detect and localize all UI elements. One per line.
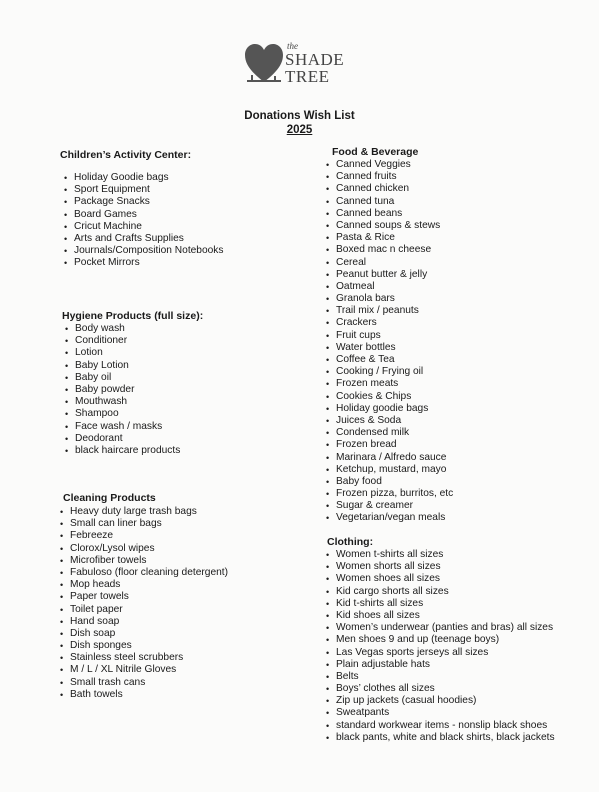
list-item: • Oatmeal (325, 281, 453, 293)
list-item: • Bath towels (59, 689, 228, 701)
list-item: • Frozen meats (325, 378, 453, 390)
list-item: • Shampoo (64, 408, 180, 420)
list-item: • Pasta & Rice (325, 232, 453, 244)
list-item: • Canned tuna (325, 196, 453, 208)
list-item: • Condensed milk (325, 427, 453, 439)
list-item: • Conditioner (64, 335, 180, 347)
list-item: • Kid cargo shorts all sizes (325, 586, 555, 598)
list-item: • Plain adjustable hats (325, 659, 555, 671)
list-item: • Frozen bread (325, 439, 453, 451)
page-title: Donations Wish List (244, 110, 355, 122)
list-item: • Heavy duty large trash bags (59, 506, 228, 518)
list-item: • Deodorant (64, 433, 180, 445)
list-item: • Arts and Crafts Supplies (63, 233, 224, 245)
tree-icon (243, 42, 285, 88)
list-item: • Hand soap (59, 616, 228, 628)
list-item: • standard workwear items - nonslip black shoes (325, 720, 555, 732)
food-heading: Food & Beverage (332, 146, 419, 158)
logo-shade: SHADE (285, 50, 345, 69)
list-item: • Fabuloso (floor cleaning detergent) (59, 567, 228, 579)
cleaning-list (59, 506, 228, 701)
list-item: • Canned chicken (325, 183, 453, 195)
list-item: • Water bottles (325, 342, 453, 354)
list-item: • Cooking / Frying oil (325, 366, 453, 378)
list-item: • Women shorts all sizes (325, 561, 555, 573)
list-item: • Vegetarian/vegan meals (325, 512, 453, 524)
list-item: • Toilet paper (59, 604, 228, 616)
list-item: • Small can liner bags (59, 518, 228, 530)
list-item: • Canned fruits (325, 171, 453, 183)
list-item: • Body wash (64, 323, 180, 335)
list-item: • Juices & Soda (325, 415, 453, 427)
childrens-list (63, 172, 224, 270)
list-item: • Marinara / Alfredo sauce (325, 452, 453, 464)
list-item: • Sugar & creamer (325, 500, 453, 512)
logo-wordmark (285, 42, 344, 85)
list-item: • Peanut butter & jelly (325, 269, 453, 281)
list-item: • Dish soap (59, 628, 228, 640)
list-item: • Canned Veggies (325, 159, 453, 171)
list-item: • Belts (325, 671, 555, 683)
clothing-heading: Clothing: (327, 536, 374, 548)
list-item: • black haircare products (64, 445, 180, 457)
hygiene-heading: Hygiene Products (full size): (62, 310, 204, 322)
list-item: • Stainless steel scrubbers (59, 652, 228, 664)
list-item: • Small trash cans (59, 677, 228, 689)
list-item: • Paper towels (59, 591, 228, 603)
list-item: • Sport Equipment (63, 184, 224, 196)
list-item: • Women t-shirts all sizes (325, 549, 555, 561)
logo-the: the (287, 41, 298, 51)
list-item: • Boys’ clothes all sizes (325, 683, 555, 695)
cleaning-heading: Cleaning Products (63, 492, 156, 504)
list-item: • Ketchup, mustard, mayo (325, 464, 453, 476)
list-item: • Kid t-shirts all sizes (325, 598, 555, 610)
list-item: • M / L / XL Nitrile Gloves (59, 664, 228, 676)
list-item: • Holiday Goodie bags (63, 172, 224, 184)
list-item: • Sweatpants (325, 707, 555, 719)
list-item: • Men shoes 9 and up (teenage boys) (325, 634, 555, 646)
list-item: • Board Games (63, 209, 224, 221)
list-item: • Face wash / masks (64, 421, 180, 433)
list-item: • Women’s underwear (panties and bras) all sizes (325, 622, 555, 634)
list-item: • Mouthwash (64, 396, 180, 408)
list-item: • Boxed mac n cheese (325, 244, 453, 256)
list-item: • black pants, white and black shirts, black jackets (325, 732, 555, 744)
food-list (325, 159, 453, 525)
list-item: • Package Snacks (63, 196, 224, 208)
list-item: • Canned soups & stews (325, 220, 453, 232)
list-item: • Dish sponges (59, 640, 228, 652)
list-item: • Cookies & Chips (325, 391, 453, 403)
list-item: • Baby Lotion (64, 360, 180, 372)
list-item: • Cricut Machine (63, 221, 224, 233)
list-item: • Baby food (325, 476, 453, 488)
list-item: • Trail mix / peanuts (325, 305, 453, 317)
list-item: • Zip up jackets (casual hoodies) (325, 695, 555, 707)
list-item: • Microfiber towels (59, 555, 228, 567)
list-item: • Granola bars (325, 293, 453, 305)
list-item: • Lotion (64, 347, 180, 359)
list-item: • Clorox/Lysol wipes (59, 543, 228, 555)
list-item: • Febreeze (59, 530, 228, 542)
list-item: • Holiday goodie bags (325, 403, 453, 415)
list-item: • Baby oil (64, 372, 180, 384)
list-item: • Mop heads (59, 579, 228, 591)
list-item: • Baby powder (64, 384, 180, 396)
list-item: • Kid shoes all sizes (325, 610, 555, 622)
hygiene-list (64, 323, 180, 457)
list-item: • Crackers (325, 317, 453, 329)
list-item: • Fruit cups (325, 330, 453, 342)
list-item: • Pocket Mirrors (63, 257, 224, 269)
list-item: • Las Vegas sports jerseys all sizes (325, 647, 555, 659)
page-year: 2025 (286, 124, 313, 136)
list-item: • Coffee & Tea (325, 354, 453, 366)
logo-tree: TREE (285, 67, 330, 86)
list-item: • Frozen pizza, burritos, etc (325, 488, 453, 500)
childrens-heading: Children’s Activity Center: (60, 149, 192, 161)
list-item: • Canned beans (325, 208, 453, 220)
clothing-list (325, 549, 555, 744)
list-item: • Women shoes all sizes (325, 573, 555, 585)
shade-tree-logo (243, 42, 355, 90)
list-item: • Cereal (325, 257, 453, 269)
list-item: • Journals/Composition Notebooks (63, 245, 224, 257)
